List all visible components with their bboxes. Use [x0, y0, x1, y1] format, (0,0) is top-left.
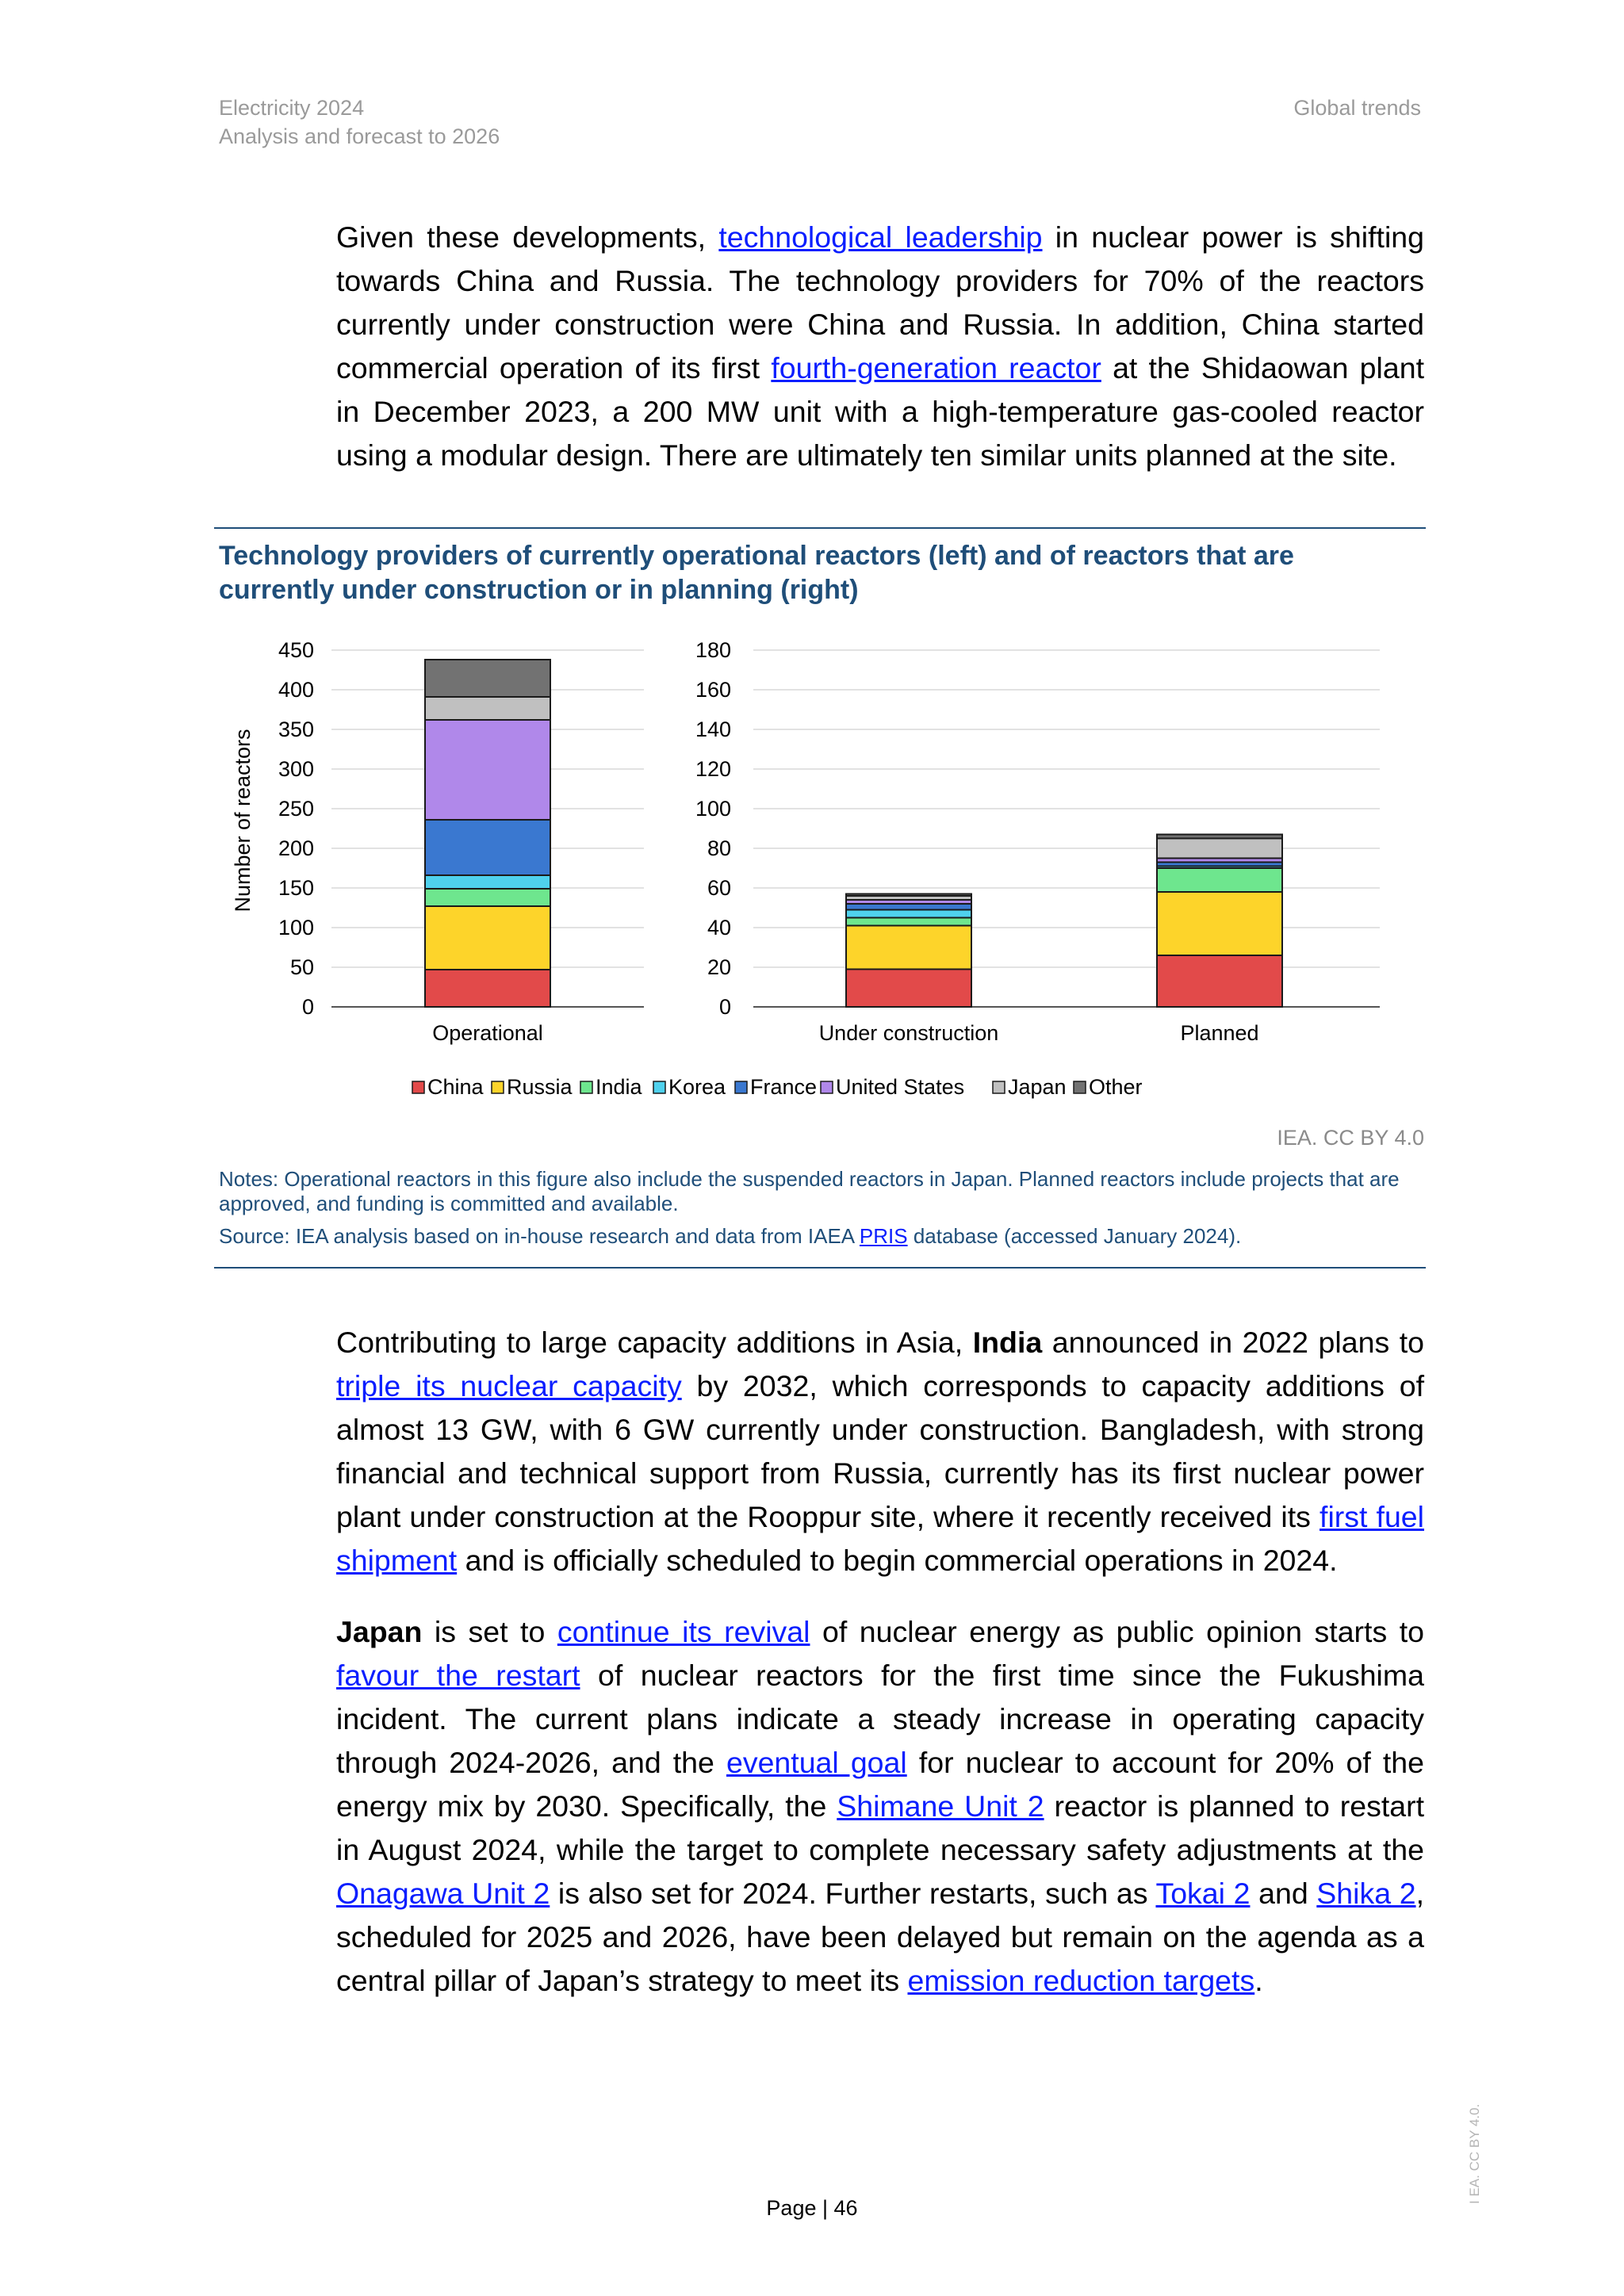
text: at the Shidaowan plant in December 2023, a 200 MW unit with a high-temperature gas-cooled reactor using a modular design. There are ultimately ten similar units planned at the site. — [336, 351, 1424, 472]
legend-swatch-korea — [653, 1081, 665, 1093]
bar-segment-china — [425, 970, 550, 1007]
legend-label: Japan — [1008, 1075, 1067, 1099]
text: is set to — [422, 1615, 557, 1648]
section-title: Global trends — [1293, 96, 1421, 120]
text: of nuclear energy as public opinion starts to — [810, 1615, 1424, 1648]
link-favour-the-restart[interactable]: favour the restart — [336, 1659, 580, 1692]
link-fourth-generation-reactor[interactable]: fourth-generation reactor — [771, 351, 1101, 385]
link-technological-leadership[interactable]: technological leadership — [718, 220, 1043, 254]
bar-segment-other — [425, 660, 550, 697]
y-tick-label: 350 — [278, 718, 314, 741]
text: announced in 2022 plans to — [1042, 1326, 1424, 1359]
legend-swatch-india — [580, 1081, 592, 1093]
side-license-tag: I EA. CC BY 4.0. — [1467, 2103, 1482, 2204]
report-title: Electricity 2024 — [219, 96, 365, 120]
x-category-label: Planned — [1180, 1021, 1259, 1045]
bar-segment-other — [1157, 835, 1282, 839]
y-tick-label: 100 — [695, 797, 731, 821]
bar-segment-india — [425, 889, 550, 906]
text: and — [1250, 1877, 1317, 1910]
link-first-fuel-shipment[interactable]: first fuel shipment — [336, 1500, 1424, 1577]
y-tick-label: 450 — [278, 638, 314, 662]
y-tick-label: 180 — [695, 638, 731, 662]
bar-segment-china — [1157, 955, 1282, 1007]
figure-top-rule — [214, 527, 1426, 529]
page-word: Page — [766, 2196, 817, 2220]
figure-credit: IEA. CC BY 4.0 — [1277, 1126, 1424, 1150]
bar-segment-france — [425, 820, 550, 875]
bar-segment-india — [1157, 868, 1282, 892]
page-separator: | — [816, 2196, 834, 2220]
y-tick-label: 200 — [278, 836, 314, 860]
page-number-value: 46 — [833, 2196, 858, 2220]
figure-bottom-rule — [214, 1267, 1426, 1269]
legend-swatch-china — [412, 1081, 424, 1093]
y-tick-label: 50 — [289, 955, 314, 979]
text: is also set for 2024. Further restarts, such as — [550, 1877, 1156, 1910]
link-eventual-goal[interactable]: eventual goal — [726, 1746, 907, 1779]
report-subtitle: Analysis and forecast to 2026 — [219, 124, 500, 148]
link-triple-nuclear-capacity[interactable]: triple its nuclear capacity — [336, 1369, 682, 1402]
y-tick-label: 140 — [695, 718, 731, 741]
bar-segment-russia — [1157, 892, 1282, 955]
text: by 2032, which corresponds to capacity additions of almost 13 GW, with 6 GW currently under construction. Bangladesh, with strong financial and technical support from Russia, currently has its first nuclear power plant under construction at the Rooppur site, where it recently received its — [336, 1369, 1424, 1533]
bar-segment-united-states — [425, 720, 550, 820]
text: of nuclear reactors for the first time since the Fukushima incident. The current plans indicate a steady increase in operating capacity through 2024-2026, and the — [336, 1659, 1424, 1779]
bar-segment-korea — [846, 910, 971, 918]
x-category-label: Operational — [432, 1021, 543, 1045]
y-tick-label: 250 — [278, 797, 314, 821]
figure-source — [219, 1224, 1408, 1249]
y-tick-label: 100 — [278, 916, 314, 939]
bar-segment-japan — [1157, 839, 1282, 859]
legend-label: United States — [836, 1075, 965, 1099]
bar-segment-korea — [425, 875, 550, 889]
legend-label: China — [427, 1075, 484, 1099]
legend-swatch-other — [1074, 1081, 1086, 1093]
y-tick-label: 80 — [707, 836, 731, 860]
paragraph-3 — [336, 1610, 1424, 2003]
legend-swatch-united-states — [821, 1081, 833, 1093]
y-tick-label: 150 — [278, 876, 314, 900]
right-chart-construction-planned — [695, 638, 1380, 1045]
link-continue-its-revival[interactable]: continue its revival — [557, 1615, 810, 1648]
y-tick-label: 40 — [707, 916, 731, 939]
link-emission-reduction-targets[interactable]: emission reduction targets — [907, 1964, 1255, 1997]
paragraph-1 — [336, 216, 1424, 477]
bar-segment-france — [846, 904, 971, 910]
y-tick-label: 60 — [707, 876, 731, 900]
chart-legend — [412, 1075, 1143, 1099]
y-axis-title: Number of reactors — [231, 729, 255, 913]
page-number — [0, 2196, 1624, 2221]
text: , scheduled for 2025 and 2026, have been delayed but remain on the agenda as a central pillar of Japan’s strategy to meet its — [336, 1877, 1424, 1997]
figure-title: Technology providers of currently operational reactors (left) and of reactors that are currently under construction or in planning (right) — [219, 541, 1294, 605]
figure-notes: Notes: Operational reactors in this figure also include the suspended reactors in Japan. Planned reactors include projects that are approved, and funding is committed and available. — [219, 1167, 1400, 1215]
link-shimane-unit-2[interactable]: Shimane Unit 2 — [837, 1789, 1044, 1823]
bar-segment-china — [846, 970, 971, 1008]
bold-text: Japan — [336, 1615, 423, 1648]
bar-segment-russia — [846, 926, 971, 970]
bar-segment-russia — [425, 906, 550, 970]
y-tick-label: 0 — [301, 995, 314, 1019]
text: in nuclear power is shifting towards China and Russia. The technology providers for 70% of the reactors currently under construction were China and Russia. In addition, China started commercial operation of its first — [336, 220, 1424, 385]
y-tick-label: 120 — [695, 757, 731, 781]
left-chart-operational — [231, 638, 644, 1045]
figure-chart — [214, 626, 1427, 1110]
legend-label: France — [750, 1075, 818, 1099]
bold-text: India — [972, 1326, 1043, 1359]
legend-swatch-japan — [993, 1081, 1005, 1093]
link-pris[interactable]: PRIS — [859, 1224, 908, 1248]
link-shika-2[interactable]: Shika 2 — [1316, 1877, 1416, 1910]
legend-label: India — [596, 1075, 642, 1099]
text: Contributing to large capacity additions in Asia, — [336, 1326, 973, 1359]
bar-segment-japan — [425, 697, 550, 720]
y-tick-label: 0 — [718, 995, 731, 1019]
link-onagawa-unit-2[interactable]: Onagawa Unit 2 — [336, 1877, 550, 1910]
x-category-label: Under construction — [818, 1021, 999, 1045]
text: database (accessed January 2024). — [907, 1224, 1242, 1248]
y-tick-label: 300 — [278, 757, 314, 781]
y-tick-label: 160 — [695, 678, 731, 702]
text: . — [1254, 1964, 1263, 1997]
text: Given these developments, — [336, 220, 719, 254]
text: and is officially scheduled to begin commercial operations in 2024. — [457, 1544, 1338, 1577]
text: reactor is planned to restart in August 2024, while the target to complete necessary safety adjustments at the — [336, 1789, 1424, 1866]
legend-swatch-russia — [492, 1081, 504, 1093]
legend-swatch-france — [735, 1081, 747, 1093]
legend-label: Korea — [668, 1075, 726, 1099]
text: Source: IEA analysis based on in-house research and data from IAEA — [219, 1224, 860, 1248]
bar-segment-other — [846, 894, 971, 897]
bar-segment-india — [846, 918, 971, 926]
y-tick-label: 400 — [278, 678, 314, 702]
legend-label: Russia — [507, 1075, 573, 1099]
link-tokai-2[interactable]: Tokai 2 — [1155, 1877, 1251, 1910]
paragraph-2 — [336, 1321, 1424, 1582]
text: for nuclear to account for 20% of the energy mix by 2030. Specifically, the — [336, 1746, 1424, 1823]
legend-label: Other — [1089, 1075, 1143, 1099]
y-tick-label: 20 — [707, 955, 731, 979]
header-left — [219, 94, 500, 151]
